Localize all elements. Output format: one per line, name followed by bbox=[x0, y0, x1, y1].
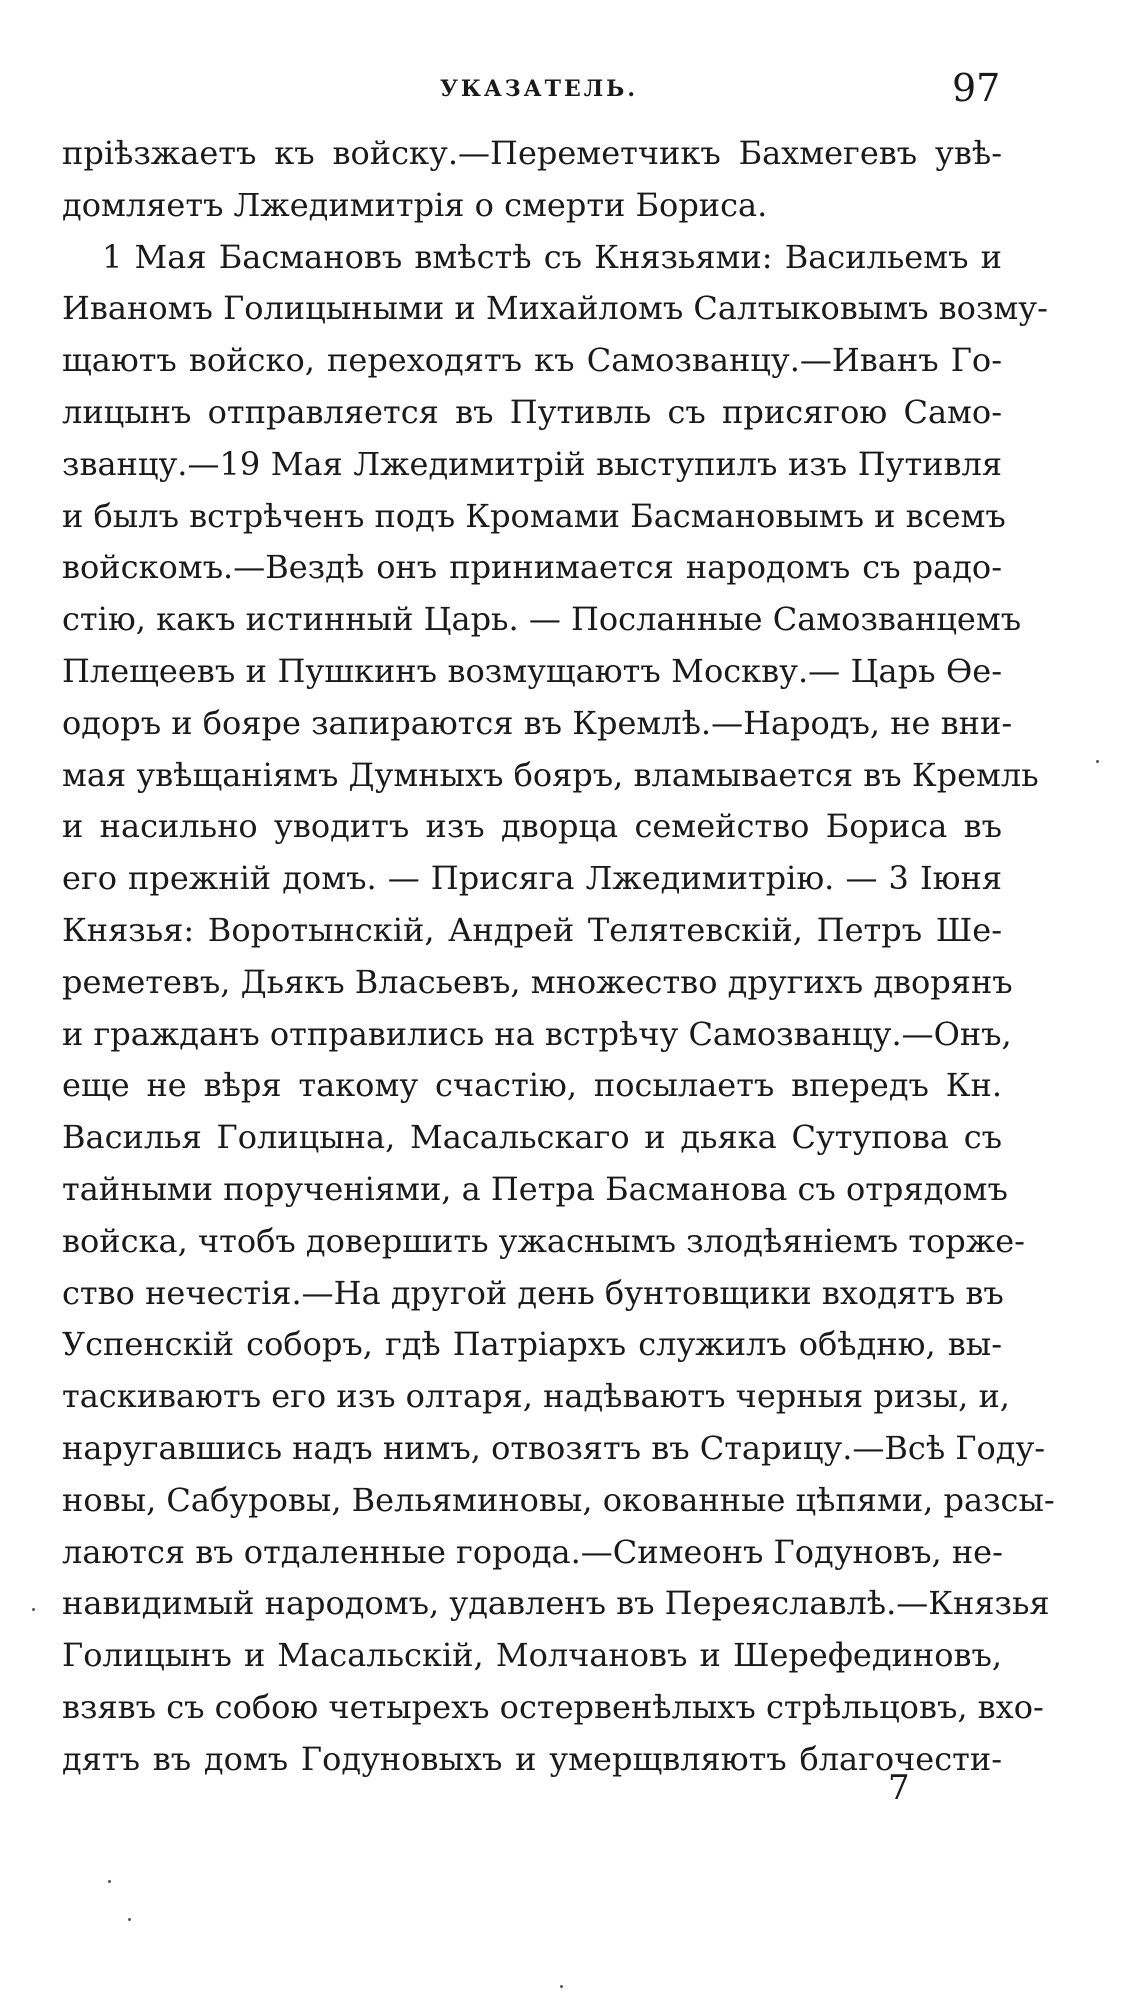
paper-speck bbox=[32, 1608, 35, 1611]
text-line: Плещеевъ и Пушкинъ возмущаютъ Москву.— Царь Ѳе- bbox=[62, 651, 1002, 690]
text-line: Успенскій соборъ, гдѣ Патріархъ служилъ обѣдню, вы- bbox=[62, 1325, 1002, 1364]
text-line: реметевъ, Дьякъ Власьевъ, множество другихъ дворянъ bbox=[62, 962, 1013, 1001]
text-line: новы, Сабуровы, Вельяминовы, окованные цѣпями, разсы- bbox=[62, 1480, 1055, 1519]
text-line: званцу.—19 Мая Лжедимитрій выступилъ изъ Путивля bbox=[62, 444, 1002, 483]
text-line: взявъ съ собою четырехъ остервенѣлыхъ стрѣльцовъ, вхо- bbox=[62, 1687, 1044, 1726]
text-line: одоръ и бояре запираются въ Кремлѣ.—Народъ, не вни- bbox=[62, 703, 1013, 742]
text-line: Князья: Воротынскій, Андрей Телятевскій, Петръ Ше- bbox=[62, 910, 1002, 949]
text-line: лицынъ отправляется въ Путивль съ присягою Само- bbox=[62, 392, 1002, 431]
text-line: 1 Мая Басмановъ вмѣстѣ съ Князьями: Васильемъ и bbox=[102, 237, 1002, 276]
text-line: щаютъ войско, переходятъ къ Самозванцу.—Иванъ Го- bbox=[62, 341, 1002, 380]
paper-speck bbox=[128, 1918, 131, 1921]
paper-speck bbox=[1096, 760, 1099, 763]
text-line: стію, какъ истинный Царь. — Посланные Самозванцемъ bbox=[62, 600, 1022, 639]
text-line: ство нечестія.—На другой день бунтовщики входятъ въ bbox=[62, 1273, 1004, 1312]
paragraph bbox=[62, 232, 1055, 1786]
paper-speck bbox=[560, 1985, 563, 1988]
text-line: войскомъ.—Вездѣ онъ принимается народомъ съ радо- bbox=[62, 548, 1002, 587]
text-line: дятъ въ домъ Годуновыхъ и умерщвляютъ благочести- bbox=[62, 1739, 1002, 1778]
text-line: и гражданъ отправились на встрѣчу Самозванцу.—Онъ, bbox=[62, 1014, 1012, 1053]
text-line: Голицынъ и Масальскій, Молчановъ и Шерефединовъ, bbox=[62, 1636, 1002, 1675]
text-line: домляетъ Лжедимитрія о смерти Бориса. bbox=[62, 185, 768, 224]
body-text bbox=[62, 128, 1055, 1786]
text-line: навидимый народомъ, удавленъ въ Переяславлѣ.—Князья bbox=[62, 1584, 1050, 1623]
text-line: наругавшись надъ нимъ, отвозятъ въ Старицу.—Всѣ Году- bbox=[62, 1428, 1046, 1467]
signature-mark: 7 bbox=[888, 1768, 910, 1808]
text-line: еще не вѣря такому счастію, посылаетъ впередъ Кн. bbox=[62, 1066, 1002, 1105]
text-line: Иваномъ Голицыными и Михайломъ Салтыковымъ возму- bbox=[62, 289, 1048, 328]
text-line: пріѣзжаетъ къ войску.—Переметчикъ Бахмегевъ увѣ- bbox=[62, 134, 1002, 172]
text-line: таскиваютъ его изъ олтаря, надѣваютъ черныя ризы, и, bbox=[62, 1377, 1010, 1416]
paper-speck bbox=[108, 1880, 111, 1883]
page-number: 97 bbox=[952, 66, 1001, 110]
text-line: Василья Голицына, Масальскаго и дьяка Сутупова съ bbox=[62, 1118, 1002, 1157]
paragraph bbox=[62, 128, 1002, 232]
text-line: его прежній домъ. — Присяга Лжедимитрію. — 3 Іюня bbox=[62, 859, 1002, 898]
text-line: лаются въ отдаленные города.—Симеонъ Годуновъ, не- bbox=[62, 1532, 1003, 1571]
text-line: мая увѣщаніямъ Думныхъ бояръ, вламывается въ Кремль bbox=[62, 755, 1039, 794]
text-line: тайными порученіями, а Петра Басманова съ отрядомъ bbox=[62, 1169, 1008, 1208]
text-line: и насильно уводитъ изъ дворца семейство Бориса въ bbox=[62, 807, 1002, 846]
running-head: УКАЗАТЕЛЬ. bbox=[440, 76, 638, 102]
text-line: и былъ встрѣченъ подъ Кромами Басмановымъ и всемъ bbox=[62, 496, 1006, 535]
text-line: войска, чтобъ довершить ужаснымъ злодѣяніемъ торже- bbox=[62, 1221, 1025, 1260]
